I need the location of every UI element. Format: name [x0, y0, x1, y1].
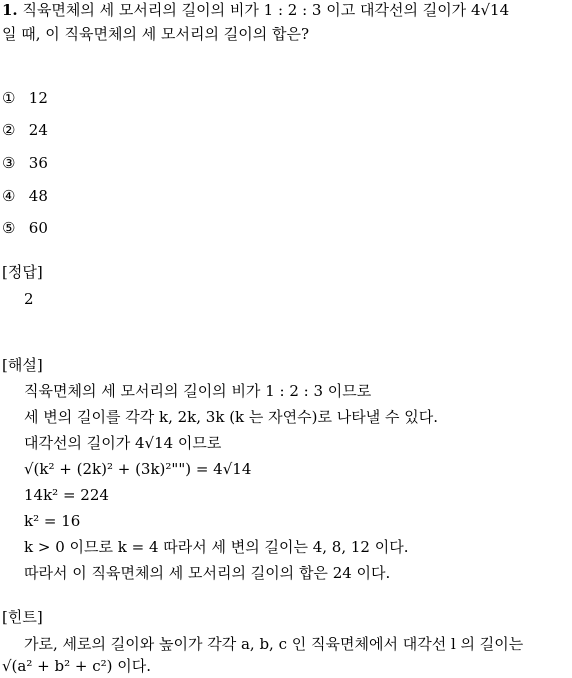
choice-value: 48: [28, 187, 48, 205]
choice-value: 12: [28, 89, 48, 107]
explanation-line-4: √(k² + (2k)² + (3k)²"") = 4√14: [24, 460, 252, 478]
explanation-line-6: k² = 16: [24, 512, 81, 530]
choice-value: 36: [28, 154, 48, 172]
choice-2[interactable]: [2, 120, 48, 140]
explanation-heading: [해설]: [2, 356, 43, 374]
explanation-line-5: 14k² = 224: [24, 486, 109, 504]
question-number: 1.: [2, 1, 18, 19]
question-line-1: [2, 0, 509, 20]
explanation-line-7: k > 0 이므로 k = 4 따라서 세 변의 길이는 4, 8, 12 이다.: [24, 538, 409, 556]
hint-heading: [힌트]: [2, 608, 43, 626]
question-text-line-1: 직육면체의 세 모서리의 길이의 비가 1 : 2 : 3 이고 대각선의 길이가 4√14: [22, 1, 510, 19]
explanation-line-8: 따라서 이 직육면체의 세 모서리의 길이의 합은 24 이다.: [24, 564, 391, 582]
hint-line-2: √(a² + b² + c²) 이다.: [2, 657, 151, 675]
choice-5[interactable]: [2, 218, 48, 238]
choice-mark: ④: [2, 187, 16, 205]
choice-3[interactable]: [2, 153, 48, 173]
choice-mark: ⑤: [2, 219, 16, 237]
answer-value: 2: [24, 290, 34, 308]
choice-mark: ③: [2, 154, 16, 172]
hint-line-1: 가로, 세로의 길이와 높이가 각각 a, b, c 인 직육면체에서 대각선 l 의 길이는: [24, 635, 524, 653]
explanation-line-2: 세 변의 길이를 각각 k, 2k, 3k (k 는 자연수)로 나타낼 수 있다.: [24, 408, 438, 426]
choice-1[interactable]: [2, 88, 48, 108]
answer-heading: [정답]: [2, 263, 43, 281]
choice-value: 24: [28, 121, 48, 139]
choice-4[interactable]: [2, 186, 48, 206]
choice-mark: ②: [2, 121, 16, 139]
choice-value: 60: [28, 219, 48, 237]
explanation-line-1: 직육면체의 세 모서리의 길이의 비가 1 : 2 : 3 이므로: [24, 382, 372, 400]
explanation-line-3: 대각선의 길이가 4√14 이므로: [24, 434, 222, 452]
choice-mark: ①: [2, 89, 16, 107]
question-text-line-2: 일 때, 이 직육면체의 세 모서리의 길이의 합은?: [2, 25, 310, 43]
